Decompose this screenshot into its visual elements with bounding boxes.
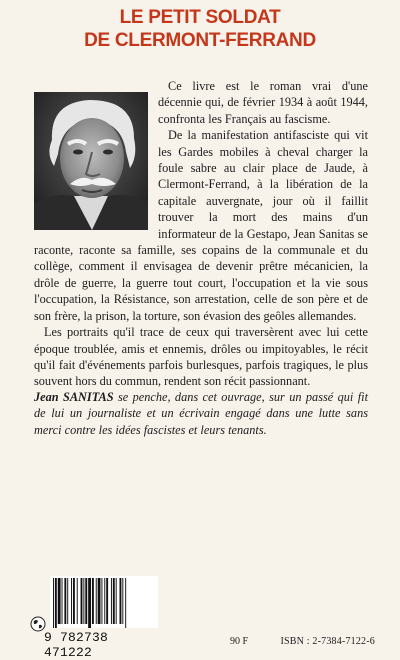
author-bio-text: se penche, dans cet ouvrage, sur un passé qui fit de lui un journaliste et un écrivain engagé dans une lutte sans merci contre les idées fascistes et leurs tenants. [34, 390, 368, 437]
barcode [50, 576, 158, 628]
back-cover-footer [30, 568, 375, 660]
price-label: 90 F [230, 636, 249, 647]
isbn-label: ISBN : 2-7384-7122-6 [280, 636, 375, 647]
author-bio [34, 389, 368, 438]
title-line-2: DE CLERMONT-FERRAND [84, 30, 316, 51]
paragraph-1: Ce livre est le roman vrai d'une décennie qui, de février 1934 à août 1944, confronta les Français au fascisme. [158, 79, 368, 126]
title-line-1: LE PETIT SOLDAT [119, 7, 281, 28]
paragraph-2: De la manifestation antifasciste qui vit les Gardes mobiles à cheval charger la foule sabre au clair place de Jaude, à Clermont-Ferrand, à la libération de la capitale auvergnate, jour où il faillit trouver la mort des mains d'un informateur de la Gestapo, Jean Sanitas se raconte, raconte sa famille, ses copains de la communale et du collège, comment il envisagea de devenir prêtre mécanicien, la drôle de guerre, la guerre tout court, l'occupation et la vie sous l'occupation, la Résistance, son arrestation, celle de son père et de son frère, la prison, la torture, son évasion des geôles allemandes. [34, 128, 368, 323]
blurb-text [34, 78, 368, 390]
book-title [0, 6, 400, 52]
photo-spacer [34, 78, 158, 236]
author-name: Jean SANITAS [34, 390, 114, 404]
barcode-block [30, 568, 160, 660]
paragraph-3: Les portraits qu'il trace de ceux qui traversèrent avec lui cette époque troublée, amis et ennemis, drôles ou impitoyables, le récit qu'il fait d'événements parfois burlesques, parfois tragiques, le plus souvent hors du commun, rendent son récit passionnant. [34, 325, 368, 389]
barcode-digits: 9 782738 471222 [44, 630, 109, 660]
